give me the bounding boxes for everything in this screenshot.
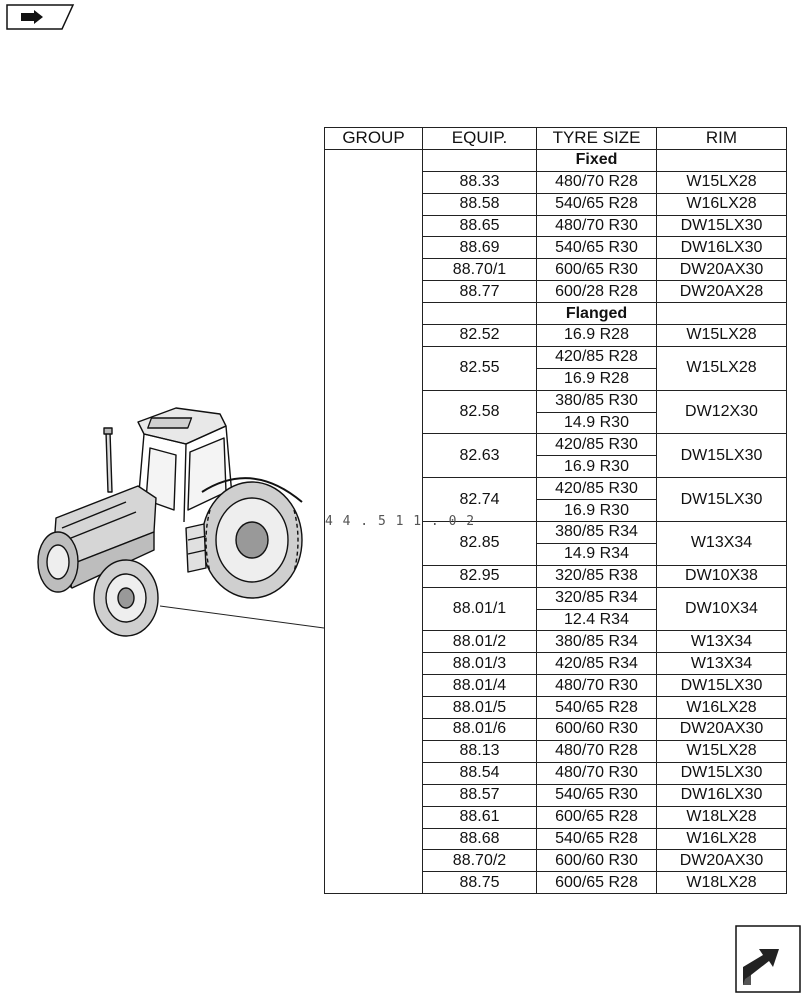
equip-cell: 82.95	[423, 565, 537, 587]
equip-cell: 82.55	[423, 346, 537, 390]
equip-cell: 88.69	[423, 237, 537, 259]
rim-cell: DW20AX30	[657, 259, 787, 281]
tyre-size-cell: 380/85 R30	[537, 390, 657, 412]
tyre-size-cell: 320/85 R38	[537, 565, 657, 587]
rim-cell: DW10X34	[657, 587, 787, 631]
equip-cell: 88.75	[423, 872, 537, 894]
equip-cell: 88.70/2	[423, 850, 537, 872]
rim-cell: DW15LX30	[657, 215, 787, 237]
rim-cell: DW10X38	[657, 565, 787, 587]
tyre-size-cell: 420/85 R28	[537, 346, 657, 368]
tyre-size-cell: 540/65 R28	[537, 697, 657, 719]
rim-cell: W13X34	[657, 653, 787, 675]
equip-cell: 88.01/2	[423, 631, 537, 653]
tyre-size-cell: 540/65 R28	[537, 193, 657, 215]
rim-cell: W16LX28	[657, 697, 787, 719]
equip-cell: 88.13	[423, 740, 537, 762]
tyre-size-cell: 540/65 R30	[537, 784, 657, 806]
rim-cell: DW16LX30	[657, 784, 787, 806]
section-label: Fixed	[537, 149, 657, 171]
equip-cell: 88.70/1	[423, 259, 537, 281]
tyre-size-cell: 16.9 R28	[537, 368, 657, 390]
tyre-rim-table	[324, 127, 787, 894]
tyre-size-cell: 380/85 R34	[537, 631, 657, 653]
equip-cell: 82.58	[423, 390, 537, 434]
tyre-size-cell: 420/85 R30	[537, 434, 657, 456]
rim-cell: DW20AX28	[657, 281, 787, 303]
tyre-size-cell: 14.9 R30	[537, 412, 657, 434]
corner-tab-icon[interactable]	[6, 4, 74, 30]
equip-cell: 88.54	[423, 762, 537, 784]
rim-cell: W13X34	[657, 522, 787, 566]
rim-cell: W13X34	[657, 631, 787, 653]
equip-cell: 88.01/6	[423, 719, 537, 741]
tyre-size-cell: 600/65 R28	[537, 806, 657, 828]
section-rim-blank	[657, 149, 787, 171]
tyre-size-cell: 16.9 R28	[537, 325, 657, 347]
table-header-row	[325, 128, 787, 150]
rim-cell: DW12X30	[657, 390, 787, 434]
rim-cell: DW15LX30	[657, 478, 787, 522]
tyre-size-cell: 420/85 R34	[537, 653, 657, 675]
tyre-size-cell: 12.4 R34	[537, 609, 657, 631]
tyre-size-cell: 480/70 R28	[537, 740, 657, 762]
equip-cell: 88.57	[423, 784, 537, 806]
tyre-size-cell: 380/85 R34	[537, 522, 657, 544]
equip-cell: 82.63	[423, 434, 537, 478]
equip-cell: 88.01/4	[423, 675, 537, 697]
equip-cell: 88.58	[423, 193, 537, 215]
tyre-size-cell: 600/65 R28	[537, 872, 657, 894]
rim-cell: W15LX28	[657, 325, 787, 347]
rim-cell: W18LX28	[657, 806, 787, 828]
tyre-size-cell: 600/60 R30	[537, 719, 657, 741]
tyre-size-cell: 14.9 R34	[537, 543, 657, 565]
equip-cell: 82.85	[423, 522, 537, 566]
equip-cell: 82.52	[423, 325, 537, 347]
equip-cell: 88.68	[423, 828, 537, 850]
rim-cell: DW20AX30	[657, 719, 787, 741]
equip-cell: 82.74	[423, 478, 537, 522]
tyre-size-cell: 600/28 R28	[537, 281, 657, 303]
section-label: Flanged	[537, 303, 657, 325]
rim-cell: DW15LX30	[657, 762, 787, 784]
tyre-size-cell: 480/70 R30	[537, 762, 657, 784]
equip-cell: 88.61	[423, 806, 537, 828]
tyre-size-cell: 600/65 R30	[537, 259, 657, 281]
section-rim-blank	[657, 303, 787, 325]
tyre-size-cell: 480/70 R28	[537, 171, 657, 193]
section-equip-blank	[423, 149, 537, 171]
rim-cell: W16LX28	[657, 193, 787, 215]
next-page-arrow-icon[interactable]	[735, 925, 801, 993]
equip-cell: 88.01/3	[423, 653, 537, 675]
rim-cell: DW20AX30	[657, 850, 787, 872]
tyre-size-cell: 600/60 R30	[537, 850, 657, 872]
equip-cell: 88.01/5	[423, 697, 537, 719]
tyre-size-cell: 320/85 R34	[537, 587, 657, 609]
rim-cell: DW16LX30	[657, 237, 787, 259]
equip-cell: 88.01/1	[423, 587, 537, 631]
rim-cell: DW15LX30	[657, 675, 787, 697]
equip-cell: 88.77	[423, 281, 537, 303]
rim-cell: W15LX28	[657, 171, 787, 193]
tyre-size-cell: 420/85 R30	[537, 478, 657, 500]
rim-cell: DW15LX30	[657, 434, 787, 478]
tyre-size-cell: 480/70 R30	[537, 675, 657, 697]
rim-cell: W15LX28	[657, 346, 787, 390]
header-tyre-size: TYRE SIZE	[537, 128, 657, 150]
group-code-cell: 4 4 . 5 1 1 . 0 2	[325, 149, 423, 893]
tractor-illustration	[26, 400, 326, 640]
equip-cell: 88.65	[423, 215, 537, 237]
rim-cell: W16LX28	[657, 828, 787, 850]
section-equip-blank	[423, 303, 537, 325]
tyre-size-cell: 540/65 R30	[537, 237, 657, 259]
header-equip: EQUIP.	[423, 128, 537, 150]
equip-cell: 88.33	[423, 171, 537, 193]
header-rim: RIM	[657, 128, 787, 150]
tyre-size-cell: 16.9 R30	[537, 500, 657, 522]
header-group: GROUP	[325, 128, 423, 150]
tyre-size-cell: 480/70 R30	[537, 215, 657, 237]
rim-cell: W18LX28	[657, 872, 787, 894]
rim-cell: W15LX28	[657, 740, 787, 762]
tyre-size-cell: 540/65 R28	[537, 828, 657, 850]
table-body	[325, 149, 787, 893]
section-row	[325, 149, 787, 171]
tyre-size-cell: 16.9 R30	[537, 456, 657, 478]
